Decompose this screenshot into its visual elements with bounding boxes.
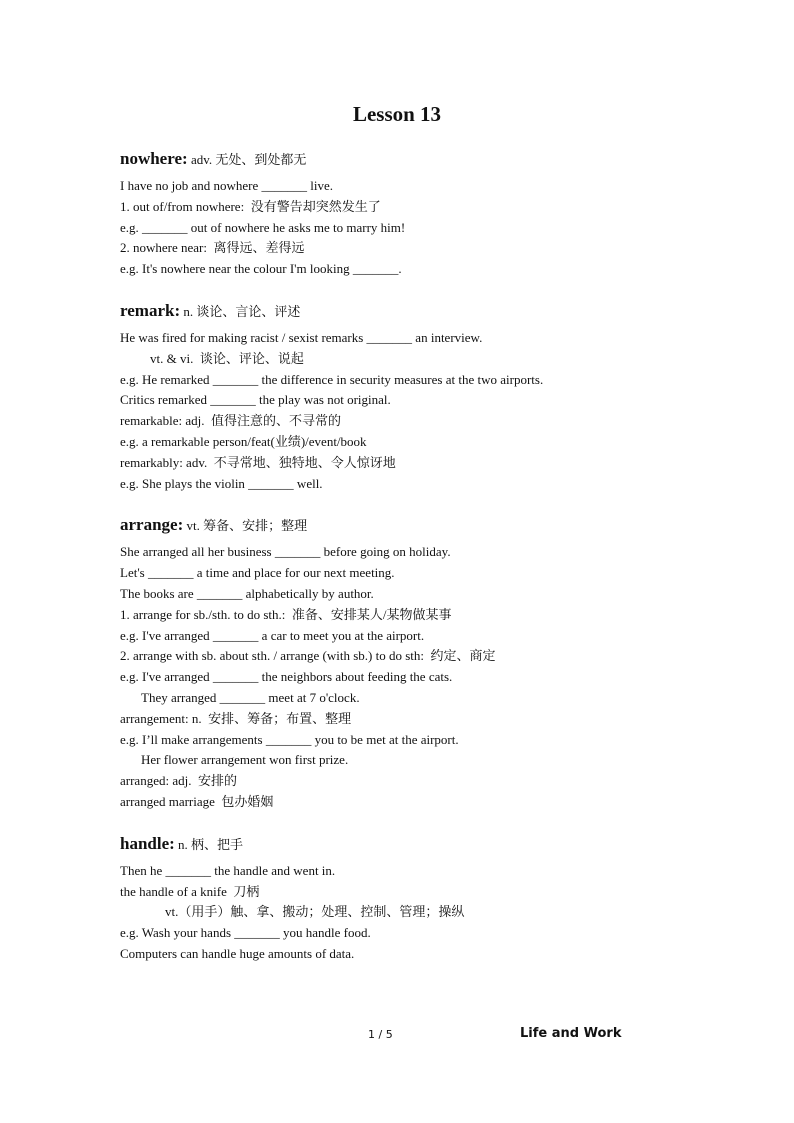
entry-remark (120, 302, 720, 494)
entry-line: She arranged all her business _______ before going on holiday. (120, 544, 451, 560)
entry-line: e.g. _______ out of nowhere he asks me to marry him! (120, 219, 406, 235)
entry-word: arrange: (120, 515, 184, 535)
vocabulary-content (120, 150, 720, 987)
entry-word: handle: (120, 833, 175, 853)
entry-line: Critics remarked _______ the play was not original. (120, 392, 391, 408)
entry-line: arranged marriage 包办婚姻 (120, 793, 274, 809)
page-title: Lesson 13 (352, 102, 442, 126)
entry-line: Computers can handle huge amounts of data. (120, 945, 355, 961)
entry-line: arrangement: n. 安排、筹备；布置、整理 (120, 710, 352, 726)
entry-word: nowhere: (120, 149, 188, 168)
entry-handle (120, 835, 720, 965)
entry-line: 2. arrange with sb. about sth. / arrange (with sb.) to do sth: 约定、商定 (120, 648, 496, 664)
entry-line: arranged: adj. 安排的 (120, 773, 237, 789)
entry-line: 2. nowhere near: 离得远、差得远 (120, 240, 305, 256)
entry-heading (120, 150, 720, 176)
entry-line: e.g. I’ll make arrangements _______ you to be met at the airport. (120, 731, 459, 747)
entry-line: the handle of a knife 刀柄 (120, 883, 260, 899)
entry-line: Her flower arrangement won first prize. (141, 752, 349, 768)
entry-definition: adv. 无处、到处都无 (190, 152, 307, 167)
entry-arrange (120, 516, 720, 812)
entry-definition: n. 柄、把手 (178, 836, 244, 852)
entry-line: e.g. I've arranged _______ the neighbors about feeding the cats. (120, 669, 453, 685)
entry-line: e.g. a remarkable person/feat(业绩)/event/book (120, 433, 367, 449)
entry-line: vt. & vi. 谈论、评论、说起 (150, 350, 304, 366)
entry-line: Let's _______ a time and place for our next meeting. (120, 565, 395, 581)
entry-line: Then he _______ the handle and went in. (120, 862, 336, 878)
entry-line: 1. arrange for sb./sth. to do sth.: 准备、安排某人/某物做某事 (120, 606, 452, 622)
entry-line: remarkable: adj. 值得注意的、不寻常的 (120, 413, 341, 429)
entry-definition: n. 谈论、言论、评述 (183, 303, 301, 319)
entry-line: I have no job and nowhere _______ live. (120, 178, 334, 193)
entry-line: vt.（用手）触、拿、搬动；处理、控制、管理；操纵 (165, 904, 465, 920)
entry-line: e.g. I've arranged _______ a car to meet you at the airport. (120, 627, 425, 643)
entry-heading (120, 302, 720, 328)
entry-heading (120, 835, 720, 861)
entry-word: remark: (120, 300, 181, 320)
page-footer (0, 1026, 794, 1046)
entry-definition: vt. 筹备、安排；整理 (186, 518, 308, 534)
entry-line: e.g. She plays the violin _______ well. (120, 475, 323, 491)
entry-line: They arranged _______ meet at 7 o'clock. (141, 689, 360, 705)
entry-line: e.g. It's nowhere near the colour I'm looking _______. (120, 261, 402, 277)
entry-nowhere (120, 150, 720, 280)
entry-heading (120, 516, 720, 542)
entry-line: 1. out of/from nowhere: 没有警告却突然发生了 (120, 198, 381, 214)
entry-line: He was fired for making racist / sexist remarks _______ an interview. (120, 329, 483, 345)
entry-line: e.g. Wash your hands _______ you handle food. (120, 925, 371, 941)
entry-line: remarkably: adv. 不寻常地、独特地、令人惊讶地 (120, 454, 396, 470)
entry-line: e.g. He remarked _______ the difference in security measures at the two airports. (120, 371, 544, 387)
footer-brand: Life and Work (520, 1026, 622, 1041)
page-number: 1 / 5 (368, 1028, 393, 1041)
entry-line: The books are _______ alphabetically by author. (120, 585, 374, 601)
